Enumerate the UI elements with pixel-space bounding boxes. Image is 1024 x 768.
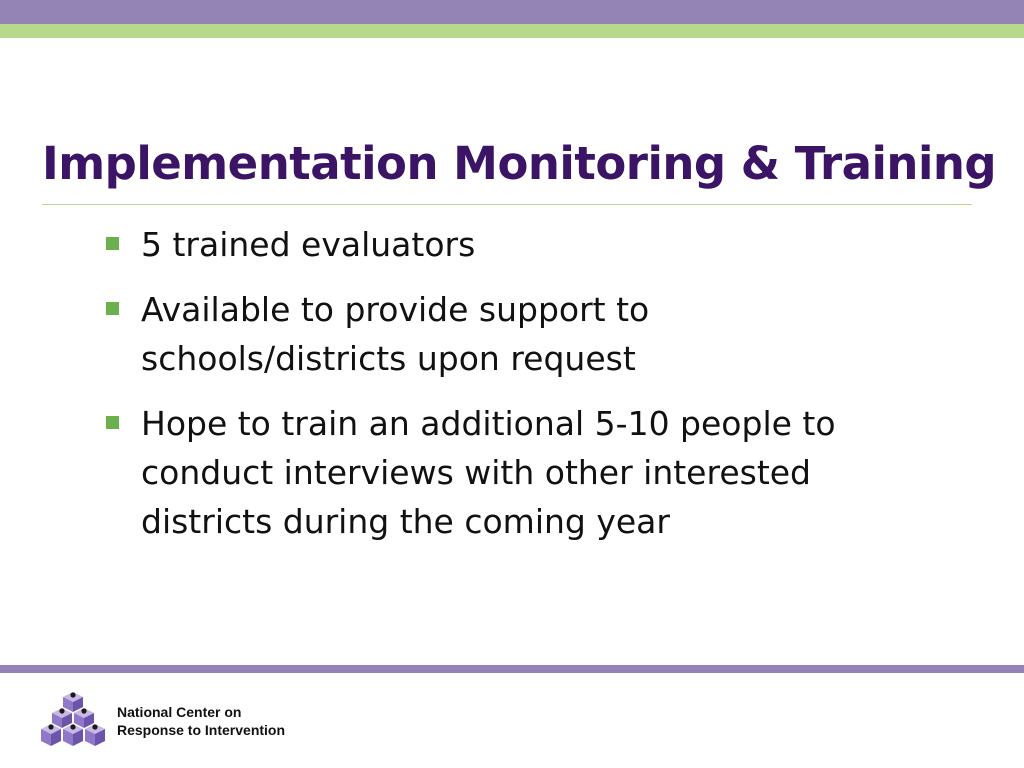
square-bullet-icon: [106, 416, 119, 429]
top-purple-band: [0, 0, 1024, 24]
organization-name-line-2: Response to Intervention: [117, 722, 286, 738]
stacked-cubes-logo-icon: [38, 690, 108, 752]
bullet-text: Hope to train an additional 5-10 people to conduct interviews with other interested districts during the coming year: [141, 404, 836, 541]
bullet-list: [104, 220, 894, 562]
bullet-text: 5 trained evaluators: [141, 225, 476, 264]
title-divider: [42, 204, 972, 205]
slide-title: Implementation Monitoring & Training: [42, 137, 997, 190]
top-green-band: [0, 24, 1024, 38]
organization-name: [117, 703, 285, 739]
bullet-item: [104, 399, 894, 546]
organization-name-line-1: National Center on: [117, 704, 242, 720]
square-bullet-icon: [106, 302, 119, 315]
square-bullet-icon: [106, 237, 119, 250]
bottom-purple-band: [0, 665, 1024, 673]
bullet-item: [104, 220, 894, 269]
bullet-text: Available to provide support to schools/districts upon request: [141, 290, 650, 378]
bullet-item: [104, 285, 894, 383]
